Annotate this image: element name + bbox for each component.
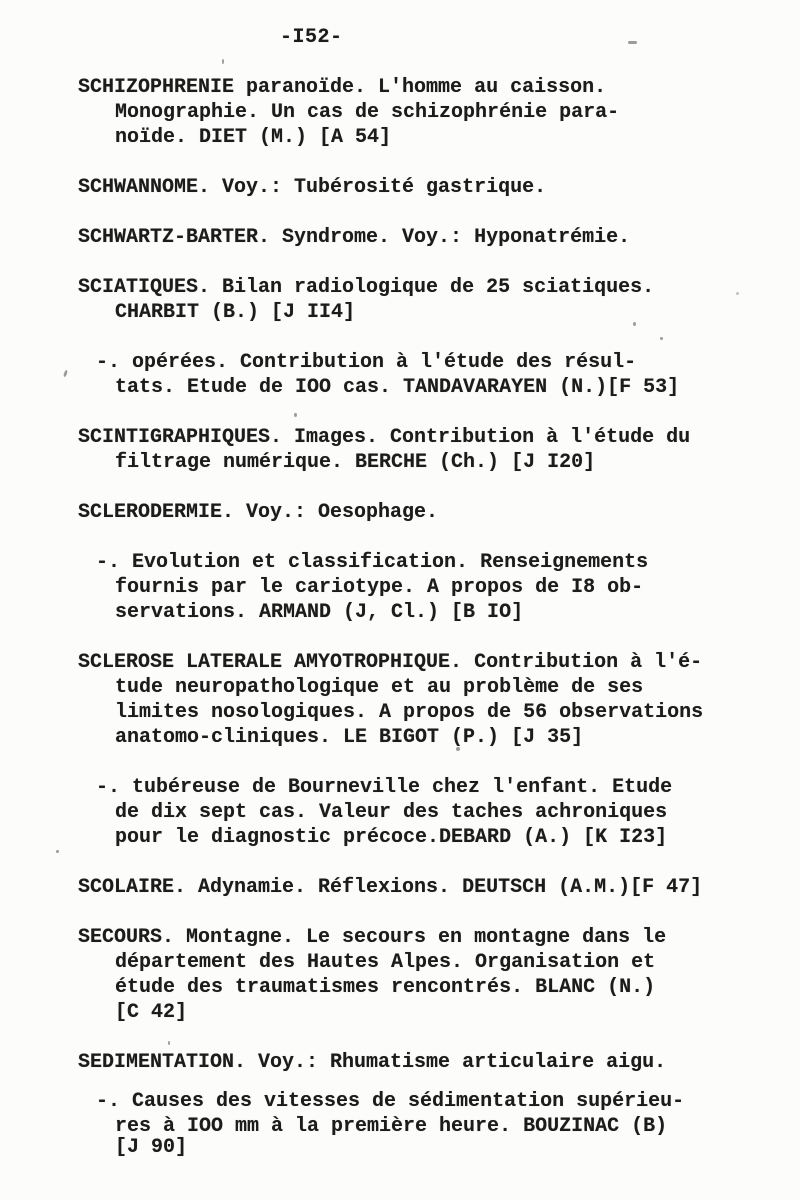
index-entry	[78, 875, 780, 900]
scan-artifact	[222, 59, 224, 64]
entry-line: -. opérées. Contribution à l'étude des résul-	[96, 351, 637, 374]
entry-line: SCINTIGRAPHIQUES. Images. Contribution à l'étude du	[78, 426, 691, 449]
entry-line: SCHIZOPHRENIE paranoïde. L'homme au caisson.	[78, 76, 607, 99]
index-entry	[78, 550, 780, 625]
scan-artifact	[633, 322, 636, 326]
entry-line: fournis par le cariotype. A propos de I8 ob-	[115, 576, 644, 599]
index-entry	[78, 650, 780, 750]
entry-line: [J 90]	[115, 1136, 188, 1159]
index-entry	[78, 225, 780, 250]
index-entry	[78, 175, 780, 200]
scan-artifact	[660, 337, 663, 340]
index-entry	[78, 925, 780, 1025]
entry-line: tude neuropathologique et au problème de ses	[115, 676, 644, 699]
entry-line: tats. Etude de IOO cas. TANDAVARAYEN (N.)[F 53]	[115, 376, 680, 399]
entry-line: SEDIMENTATION. Voy.: Rhumatisme articulaire aigu.	[78, 1051, 667, 1074]
entry-line: pour le diagnostic précoce.DEBARD (A.) [K I23]	[115, 826, 668, 849]
entry-line: limites nosologiques. A propos de 56 observations	[115, 701, 704, 724]
entry-line: -. tubéreuse de Bourneville chez l'enfant. Etude	[96, 776, 673, 799]
index-entry	[78, 275, 780, 325]
entry-line: -. Causes des vitesses de sédimentation supérieu-	[96, 1090, 685, 1113]
entry-line: étude des traumatismes rencontrés. BLANC (N.)	[115, 976, 656, 999]
index-entry	[78, 775, 780, 850]
page-number: -I52-	[280, 26, 343, 49]
entry-line: servations. ARMAND (J, Cl.) [B IO]	[115, 601, 524, 624]
entry-line: SCOLAIRE. Adynamie. Réflexions. DEUTSCH (A.M.)[F 47]	[78, 876, 703, 899]
entry-line: département des Hautes Alpes. Organisation et	[115, 951, 656, 974]
entry-line: SCLERODERMIE. Voy.: Oesophage.	[78, 501, 439, 524]
entries	[78, 75, 780, 1160]
entry-line: SCIATIQUES. Bilan radiologique de 25 sciatiques.	[78, 276, 655, 299]
index-entry	[78, 75, 780, 150]
scan-artifact	[56, 850, 59, 853]
scan-artifact	[628, 41, 637, 44]
index-entry	[78, 1050, 780, 1075]
index-entry	[78, 500, 780, 525]
entry-line: noïde. DIET (M.) [A 54]	[115, 126, 392, 149]
entry-line: res à IOO mm à la première heure. BOUZINAC (B)	[115, 1115, 668, 1138]
scan-artifact	[168, 1041, 170, 1045]
index-entry	[78, 1089, 780, 1160]
entry-line: SCLEROSE LATERALE AMYOTROPHIQUE. Contribution à l'é-	[78, 651, 703, 674]
scan-artifact	[456, 747, 460, 751]
entry-line: de dix sept cas. Valeur des taches achroniques	[115, 801, 668, 824]
index-entry	[78, 350, 780, 400]
scan-artifact	[736, 292, 739, 295]
entry-line: SECOURS. Montagne. Le secours en montagne dans le	[78, 926, 667, 949]
entry-line: [C 42]	[115, 1001, 188, 1024]
entry-line: filtrage numérique. BERCHE (Ch.) [J I20]	[115, 451, 596, 474]
entry-line: Monographie. Un cas de schizophrénie para-	[115, 101, 620, 124]
entry-line: CHARBIT (B.) [J II4]	[115, 301, 356, 324]
index-entry	[78, 425, 780, 475]
scan-artifact	[294, 413, 297, 417]
entry-line: anatomo-cliniques. LE BIGOT (P.) [J 35]	[115, 726, 584, 749]
entry-line: SCHWANNOME. Voy.: Tubérosité gastrique.	[78, 176, 547, 199]
scan-artifact	[63, 370, 68, 378]
entry-line: SCHWARTZ-BARTER. Syndrome. Voy.: Hyponatrémie.	[78, 226, 631, 249]
entry-line: -. Evolution et classification. Renseignements	[96, 551, 649, 574]
